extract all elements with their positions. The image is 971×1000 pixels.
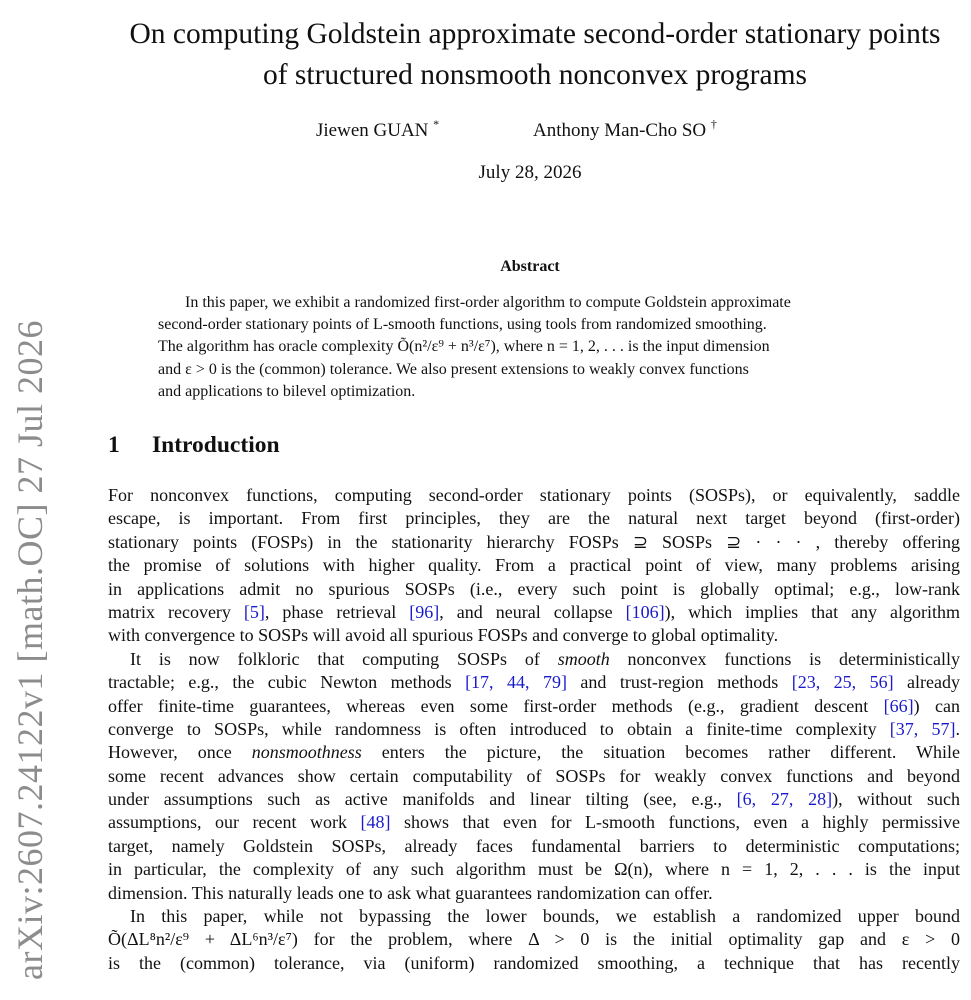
- emphasis: smooth: [557, 648, 610, 669]
- text-line: offer finite-time guarantees, whereas even some first-order methods (e.g., gradient descent [66]) can: [108, 695, 960, 716]
- emphasis: nonsmoothness: [251, 742, 362, 763]
- text-line: matrix recovery [5], phase retrieval [96], and neural collapse [106]), which implies that any algorithm: [108, 601, 960, 622]
- section-number: 1: [108, 432, 120, 458]
- abstract-line: second-order stationary points of L-smooth functions, using tools from randomized smoothing.: [158, 316, 767, 334]
- paragraph-1: [108, 484, 960, 648]
- text-line: the promise of solutions with higher quality. From a practical point of view, many problems arising: [108, 555, 960, 576]
- paragraph-2: [108, 648, 960, 905]
- text-line: dimension. This naturally leads one to ask what guarantees randomization can offer.: [108, 882, 713, 903]
- citation-link[interactable]: [37, 57]: [889, 718, 956, 739]
- text-line: under assumptions such as active manifolds and linear tilting (see, e.g., [6, 27, 28]), without such: [108, 789, 960, 810]
- author-1-name: Jiewen GUAN: [316, 120, 429, 141]
- text-line: Õ(ΔL⁸n²/ε⁹ + ΔL⁶n³/ε⁷) for the problem, where Δ > 0 is the initial optimality gap and ε > 0: [108, 929, 960, 950]
- text-line: However, once nonsmoothness enters the picture, the situation becomes rather different. While: [108, 742, 960, 763]
- text-line: In this paper, while not bypassing the lower bounds, we establish a randomized upper bound: [130, 906, 960, 927]
- abstract-line: The algorithm has oracle complexity Õ(n²/ε⁹ + n³/ε⁷), where n = 1, 2, . . . is the input dimension: [158, 338, 770, 356]
- abstract-line: and applications to bilevel optimization.: [158, 382, 416, 400]
- title-line-2: of structured nonsmooth nonconvex programs: [262, 59, 807, 91]
- section-title: Introduction: [152, 432, 280, 458]
- text-line: with convergence to SOSPs will avoid all spurious FOSPs and converge to global optimality.: [108, 625, 779, 646]
- text-line: in applications admit no spurious SOSPs (i.e., every such point is globally optimal; e.g., low-rank: [108, 578, 960, 599]
- citation-link[interactable]: [106]: [625, 601, 665, 622]
- arxiv-identifier-stamp: [0, 320, 60, 980]
- abstract-body: [158, 292, 908, 403]
- text-line: It is now folkloric that computing SOSPs of smooth nonconvex functions is deterministically: [130, 648, 960, 669]
- author-2-name: Anthony Man-Cho SO: [533, 120, 707, 141]
- author-1-footnote-mark[interactable]: *: [433, 117, 440, 131]
- text-line: some recent advances show certain computability of SOSPs for weakly convex functions and beyond: [108, 765, 960, 786]
- section-heading: [108, 432, 280, 459]
- citation-link[interactable]: [23, 25, 56]: [791, 672, 894, 693]
- title-line-1: On computing Goldstein approximate second-order stationary points: [129, 18, 941, 50]
- author-1: [316, 117, 439, 142]
- text-line: escape, is important. From first principles, they are the natural next target beyond (first-order): [108, 508, 960, 529]
- paper-date: July 28, 2026: [478, 162, 582, 183]
- text-line: is the (common) tolerance, via (uniform) randomized smoothing, a technique that has recently: [108, 952, 960, 973]
- paper-title: [100, 14, 970, 96]
- citation-link[interactable]: [17, 44, 79]: [465, 672, 567, 693]
- citation-link[interactable]: [6, 27, 28]: [736, 789, 833, 810]
- text-line: tractable; e.g., the cubic Newton methods [17, 44, 79] and trust-region methods [23, 25, 56] already: [108, 672, 961, 693]
- citation-link[interactable]: [96]: [409, 601, 440, 622]
- text-line: For nonconvex functions, computing second-order stationary points (SOSPs), or equivalently, saddle: [108, 485, 960, 505]
- text-line: in particular, the complexity of any such algorithm must be Ω(n), where n = 1, 2, . . . is the input: [108, 859, 960, 880]
- abstract-line: In this paper, we exhibit a randomized first-order algorithm to compute Goldstein approximate: [185, 294, 791, 311]
- citation-link[interactable]: [66]: [883, 695, 914, 716]
- text-line: stationary points (FOSPs) in the stationarity hierarchy FOSPs ⊇ SOSPs ⊇ · · · , thereby offering: [108, 531, 960, 552]
- author-2-footnote-mark[interactable]: †: [710, 117, 717, 131]
- text-line: assumptions, our recent work [48] shows that even for L-smooth functions, even a highly permissive: [108, 812, 960, 833]
- citation-link[interactable]: [5]: [243, 601, 265, 622]
- paragraph-3: [108, 905, 960, 975]
- abstract-heading: Abstract: [500, 258, 560, 275]
- citation-link[interactable]: [48]: [360, 812, 391, 833]
- introduction-body: [108, 484, 960, 975]
- arxiv-stamp-text: arXiv:2607.24122v1 [math.OC] 27 Jul 2026: [10, 320, 51, 980]
- abstract-line: and ε > 0 is the (common) tolerance. We also present extensions to weakly convex functions: [158, 360, 749, 378]
- author-2: [533, 117, 717, 142]
- text-line: target, namely Goldstein SOSPs, already faces fundamental barriers to deterministic computations;: [108, 835, 960, 856]
- text-line: converge to SOSPs, while randomness is often introduced to obtain a finite-time complexity [37, 57].: [108, 718, 960, 739]
